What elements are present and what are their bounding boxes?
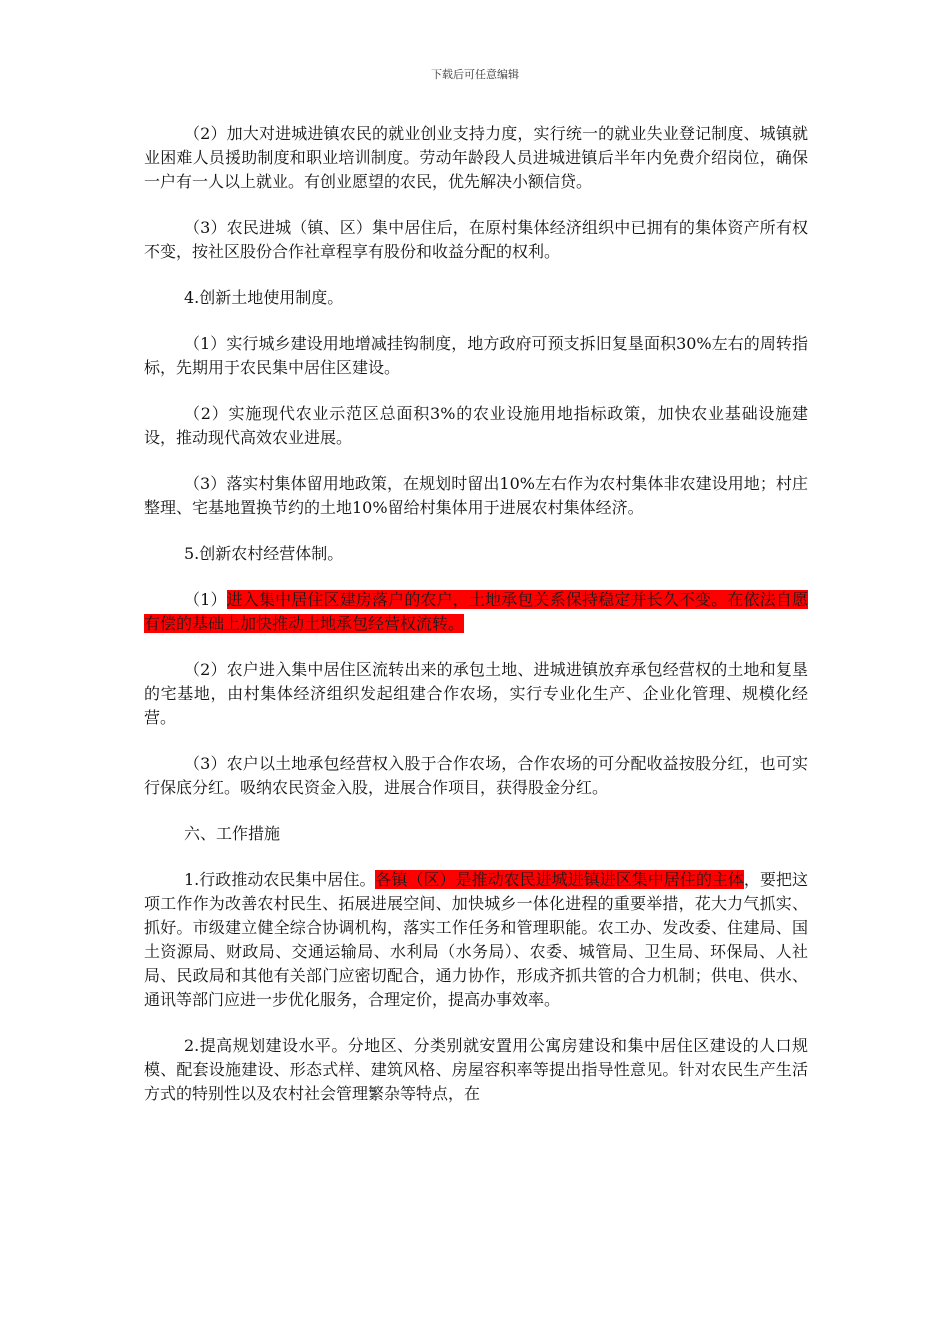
paragraph-planning-level: 2.提高规划建设水平。分地区、分类别就安置用公寓房建设和集中居住区建设的人口规模、配套设施建设、形态式样、建筑风格、房屋容积率等提出指导性意见。针对农民生产生活方式的特别性以及农村社会管理繁杂等特点，在 [144,1036,808,1103]
paragraph-prefix: 1.行政推动农民集中居住。 [184,870,376,889]
paragraph-prefix: （1） [184,590,227,609]
highlighted-text: 各镇（区）是推动农民进城进镇进区集中居住的主体 [375,870,744,889]
paragraph-employment-support: （2）加大对进城进镇农民的就业创业支持力度，实行统一的就业失业登记制度、城镇就业困难人员援助制度和职业培训制度。劳动年龄段人员进城进镇后半年内免费介绍岗位，确保一户有一人以上就业。有创业愿望的农民，优先解决小额信贷。 [144,124,808,191]
highlighted-text: 进入集中居住区建房落户的农户，土地承包关系保持稳定并长久不变。在依法自愿有偿的基础上加快推动土地承包经营权流转。 [144,590,808,633]
paragraph-land-contract [144,588,808,636]
paragraph-agri-facility-land: （2）实施现代农业示范区总面积3%的农业设施用地指标政策，加快农业基础设施建设，推动现代高效农业进展。 [144,404,808,447]
paragraph-cooperative-farm: （2）农户进入集中居住区流转出来的承包土地、进城进镇放弃承包经营权的土地和复垦的宅基地，由村集体经济组织发起组建合作农场，实行专业化生产、企业化管理、规模化经营。 [144,660,808,727]
paragraph-collective-assets: （3）农民进城（镇、区）集中居住后，在原村集体经济组织中已拥有的集体资产所有权不变，按社区股份合作社章程享有股份和收益分配的权利。 [144,218,808,261]
paragraph-share-dividend: （3）农户以土地承包经营权入股于合作农场，合作农场的可分配收益按股分红，也可实行保底分红。吸纳农民资金入股，进展合作项目，获得股金分红。 [144,754,808,797]
paragraph-reserved-land: （3）落实村集体留用地政策，在规划时留出10%左右作为农村集体非农建设用地；村庄整理、宅基地置换节约的土地10%留给村集体用于进展农村集体经济。 [144,474,808,517]
section-heading-land-use: 4.创新土地使用制度。 [184,288,344,307]
page-header: 下载后可任意编辑 [431,68,519,81]
document-body [144,122,808,1128]
section-heading-work-measures: 六、工作措施 [184,824,281,843]
paragraph-land-linkage: （1）实行城乡建设用地增减挂钩制度，地方政府可预支拆旧复垦面积30%左右的周转指标，先期用于农民集中居住区建设。 [144,334,808,377]
section-heading-rural-operation: 5.创新农村经营体制。 [184,544,344,563]
paragraph-administrative-promotion [144,868,808,1012]
paragraph-suffix: ，要把这项工作作为改善农村民生、拓展进展空间、加快城乡一体化进程的重要举措，花大力气抓实、抓好。市级建立健全综合协调机构，落实工作任务和管理职能。农工办、发改委、住建局、国土资源局、财政局、交通运输局、水利局（水务局）、农委、城管局、卫生局、环保局、人社局、民政局和其他有关部门应密切配合，通力协作，形成齐抓共管的合力机制；供电、供水、通讯等部门应进一步优化服务，合理定价，提高办事效率。 [144,870,808,1009]
